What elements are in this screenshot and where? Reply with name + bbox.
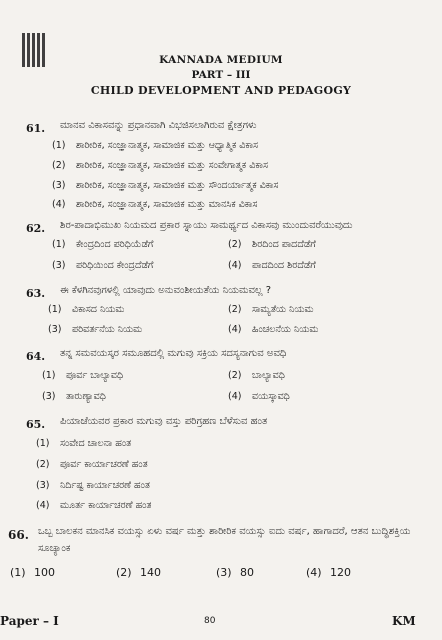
option-2: (2) ಪೂರ್ವ ಕಾರ್ಯಾಚರಣೆ ಹಂತ: [36, 459, 148, 470]
option-2: (2) ಶಾರೀರಿಕ, ಸಂಜ್ಞಾನಾತ್ಮಕ, ಸಾಮಾಜಿಕ ಮತ್ತು ಸಂವೇಗಾತ್ಮಕ ವಿಕಾಸ: [52, 160, 268, 171]
section-heading: CHILD DEVELOPMENT AND PEDAGOGY: [90, 84, 352, 97]
question-text: ಮಾನವ ವಿಕಾಸವನ್ನು ಪ್ರಧಾನವಾಗಿ ವಿಭಜಿಸಲಾಗಿರುವ ಕ್ಷೇತ್ರಗಳು: [60, 120, 257, 131]
option-1: (1) ಪೂರ್ವ ಬಾಲ್ಯಾವಧಿ: [42, 370, 124, 381]
option-4: (4) ಶಾರೀರಿಕ, ಸಂಜ್ಞಾನಾತ್ಮಕ, ಸಾಮಾಜಿಕ ಮತ್ತು ಮಾನಸಿಕ ವಿಕಾಸ: [52, 199, 258, 210]
option-3: (3) ಶಾರೀರಿಕ, ಸಂಜ್ಞಾನಾತ್ಮಕ, ಸಾಮಾಜಿಕ ಮತ್ತು ಸೌಂದರ್ಯಾತ್ಮಕ ವಿಕಾಸ: [52, 180, 279, 191]
question-text: ಒಬ್ಬ ಬಾಲಕನ ಮಾನಸಿಕ ವಯಸ್ಸು ಏಳು ವರ್ಷ ಮತ್ತು ಶಾರೀರಿಕ ವಯಸ್ಸು ಐದು ವರ್ಷ, ಹಾಗಾದರೆ, ಆತನ ಬುದ್ಧಿಶಕ್ತಿಯ ಸೂಚ್ಯಾಂಕ: [38, 526, 411, 554]
option-2: (2) 140: [116, 566, 161, 579]
option-4: (4) 120: [306, 566, 351, 579]
option-3: (3) ತಾರುಣ್ಯಾವಧಿ: [42, 391, 106, 402]
question-text: ಈ ಕೆಳಗಿನವುಗಳಲ್ಲಿ ಯಾವುದು ಅನುವಂಶೀಯತೆಯ ನಿಯಮವಲ್ಲ ?: [60, 285, 272, 296]
part-heading: PART – III: [191, 69, 251, 81]
option-2: (2) ಶಿರದಿಂದ ಪಾದದೆಡೆಗೆ: [228, 239, 316, 250]
option-3: (3) 80: [216, 566, 254, 579]
option-1: (1) ವಿಕಾಸದ ನಿಯಮ: [48, 304, 125, 315]
option-2: (2) ಬಾಲ್ಯಾವಧಿ: [228, 370, 285, 381]
option-4: (4) ವಯಸ್ಕಾವಧಿ: [228, 391, 290, 402]
option-1: (1) ಸಂವೇದ ಚಾಲನಾ ಹಂತ: [36, 438, 132, 449]
option-3: (3) ಪರಿಧಿಯಿಂದ ಕೇಂದ್ರದೆಡೆಗೆ: [52, 260, 154, 271]
question-number: 62.: [26, 222, 46, 235]
question-number: 63.: [26, 287, 46, 300]
option-4: (4) ಹಿಂಚಲನೆಯ ನಿಯಮ: [228, 324, 319, 335]
option-3: (3) ಪರಿವರ್ತನೆಯ ನಿಯಮ: [48, 324, 143, 335]
question-number: 61.: [26, 122, 46, 135]
question-number: 65.: [26, 418, 46, 431]
question-text: ಪಿಯಾಜೆಯವರ ಪ್ರಕಾರ ಮಗುವು ವಸ್ತು ಪರಿಗ್ರಹಣ ಬೆಳೆಸುವ ಹಂತ: [60, 416, 268, 427]
medium-heading: KANNADA MEDIUM: [159, 54, 283, 66]
page-number: 80: [204, 616, 216, 626]
option-3: (3) ನಿರ್ದಿಷ್ಟ ಕಾರ್ಯಾಚರಣೆ ಹಂತ: [36, 480, 150, 491]
question-number: 64.: [26, 350, 46, 363]
option-1: (1) 100: [10, 566, 55, 579]
question-text: ತನ್ನ ಸಮವಯಸ್ಕರ ಸಮೂಹದಲ್ಲಿ ಮಗುವು ಸಕ್ರಿಯ ಸದಸ್ಯನಾಗುವ ಅವಧಿ: [60, 348, 287, 359]
question-number: 66.: [8, 528, 29, 542]
question-text: ಶಿರ-ಪಾದಾಭಿಮುಖ ನಿಯಮದ ಪ್ರಕಾರ ಸ್ನಾಯು ಸಾಮರ್ಥ್ಯದ ವಿಕಾಸವು ಮುಂದುವರೆಯುವುದು: [60, 220, 353, 231]
option-1: (1) ಕೇಂದ್ರದಿಂದ ಪರಿಧಿಯೆಡೆಗೆ: [52, 239, 154, 250]
booklet-code: KM: [392, 614, 416, 628]
option-1: (1) ಶಾರೀರಿಕ, ಸಂಜ್ಞಾನಾತ್ಮಕ, ಸಾಮಾಜಿಕ ಮತ್ತು ಆಧ್ಯಾತ್ಮಿಕ ವಿಕಾಸ: [52, 140, 259, 151]
option-4: (4) ಮೂರ್ತ ಕಾರ್ಯಾಚರಣೆ ಹಂತ: [36, 500, 152, 511]
option-4: (4) ಪಾದದಿಂದ ಶಿರದೆಡೆಗೆ: [228, 260, 316, 271]
paper-label: Paper – I: [0, 614, 59, 628]
option-2: (2) ಸಾಮ್ಯತೆಯ ನಿಯಮ: [228, 304, 314, 315]
